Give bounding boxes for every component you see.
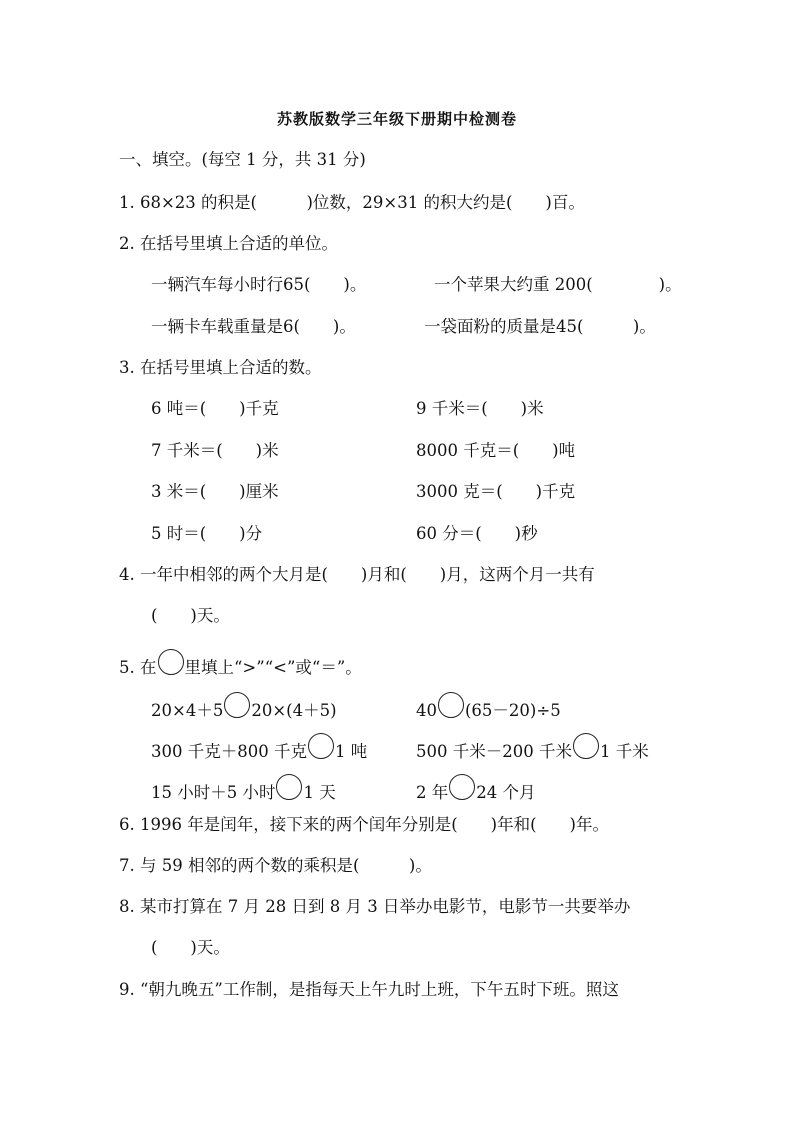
question-2-item-2: 一个苹果大约重 200( )。 — [434, 275, 682, 294]
compare-left: 300 千克＋800 千克 — [151, 742, 307, 761]
question-6: 6. 1996 年是闰年，接下来的两个闰年分别是( )年和( )年。 — [119, 815, 609, 834]
compare-right: 1 吨 — [334, 742, 368, 761]
compare-left: 2 年 — [416, 783, 449, 802]
question-1: 1. 68×23 的积是( )位数，29×31 的积大约是( )百。 — [119, 193, 585, 212]
question-2-item-1: 一辆汽车每小时行65( )。 — [151, 275, 367, 294]
circle-blank-icon[interactable] — [308, 733, 334, 759]
question-2-item-3: 一辆卡车载重量是6( )。 — [151, 317, 356, 336]
circle-blank-icon[interactable] — [573, 733, 599, 759]
question-5-stem-post: 里填上“>”“<”或“＝”。 — [184, 658, 362, 677]
question-5-stem-pre: 5. 在 — [119, 658, 157, 677]
compare-left: 500 千米－200 千米 — [416, 742, 572, 761]
question-9: 9. “朝九晚五”工作制，是指每天上午九时上班，下午五时下班。照这 — [119, 980, 619, 999]
compare-right: 1 天 — [303, 783, 336, 802]
circle-blank-icon[interactable] — [224, 692, 250, 718]
question-5-compare — [151, 774, 336, 804]
compare-left: 15 小时＋5 小时 — [151, 783, 276, 802]
question-3-item: 6 吨＝( )千克 — [151, 399, 279, 418]
question-3-item: 9 千米＝( )米 — [416, 399, 544, 418]
section-heading: 一、填空。(每空 1 分，共 31 分) — [119, 150, 366, 169]
question-3-item: 3 米＝( )厘米 — [151, 482, 279, 501]
question-5-compare — [151, 692, 337, 722]
compare-right: (65－20)÷5 — [465, 701, 561, 720]
question-8-line-1: 8. 某市打算在 7 月 28 日到 8 月 3 日举办电影节，电影节一共要举办 — [119, 897, 631, 916]
compare-right: 24 个月 — [476, 783, 536, 802]
compare-left: 20×4＋5 — [151, 701, 224, 720]
question-5-compare — [416, 774, 536, 804]
circle-blank-icon — [158, 649, 184, 675]
compare-right: 20×(4＋5) — [251, 701, 337, 720]
page-title: 苏教版数学三年级下册期中检测卷 — [276, 110, 517, 128]
question-3-item: 60 分＝( )秒 — [416, 524, 538, 543]
question-7: 7. 与 59 相邻的两个数的乘积是( )。 — [119, 856, 432, 875]
question-5-compare — [151, 733, 367, 763]
question-3-item: 8000 千克＝( )吨 — [416, 441, 576, 460]
question-5-stem — [119, 649, 362, 679]
question-5-compare — [416, 733, 649, 763]
compare-right: 1 千米 — [599, 742, 649, 761]
circle-blank-icon[interactable] — [438, 692, 464, 718]
question-4-line-1: 4. 一年中相邻的两个大月是( )月和( )月，这两个月一共有 — [119, 565, 595, 584]
compare-left: 40 — [416, 701, 437, 720]
question-3-item: 7 千米＝( )米 — [151, 441, 279, 460]
circle-blank-icon[interactable] — [276, 774, 302, 800]
question-2-item-4: 一袋面粉的质量是45( )。 — [424, 317, 656, 336]
question-5-compare — [416, 692, 561, 722]
question-2-stem: 2. 在括号里填上合适的单位。 — [119, 234, 338, 253]
question-3-stem: 3. 在括号里填上合适的数。 — [119, 358, 322, 377]
question-3-item: 3000 克＝( )千克 — [416, 482, 576, 501]
question-8-line-2: ( )天。 — [151, 938, 230, 957]
question-3-item: 5 时＝( )分 — [151, 524, 263, 543]
question-4-line-2: ( )天。 — [151, 606, 230, 625]
circle-blank-icon[interactable] — [449, 774, 475, 800]
